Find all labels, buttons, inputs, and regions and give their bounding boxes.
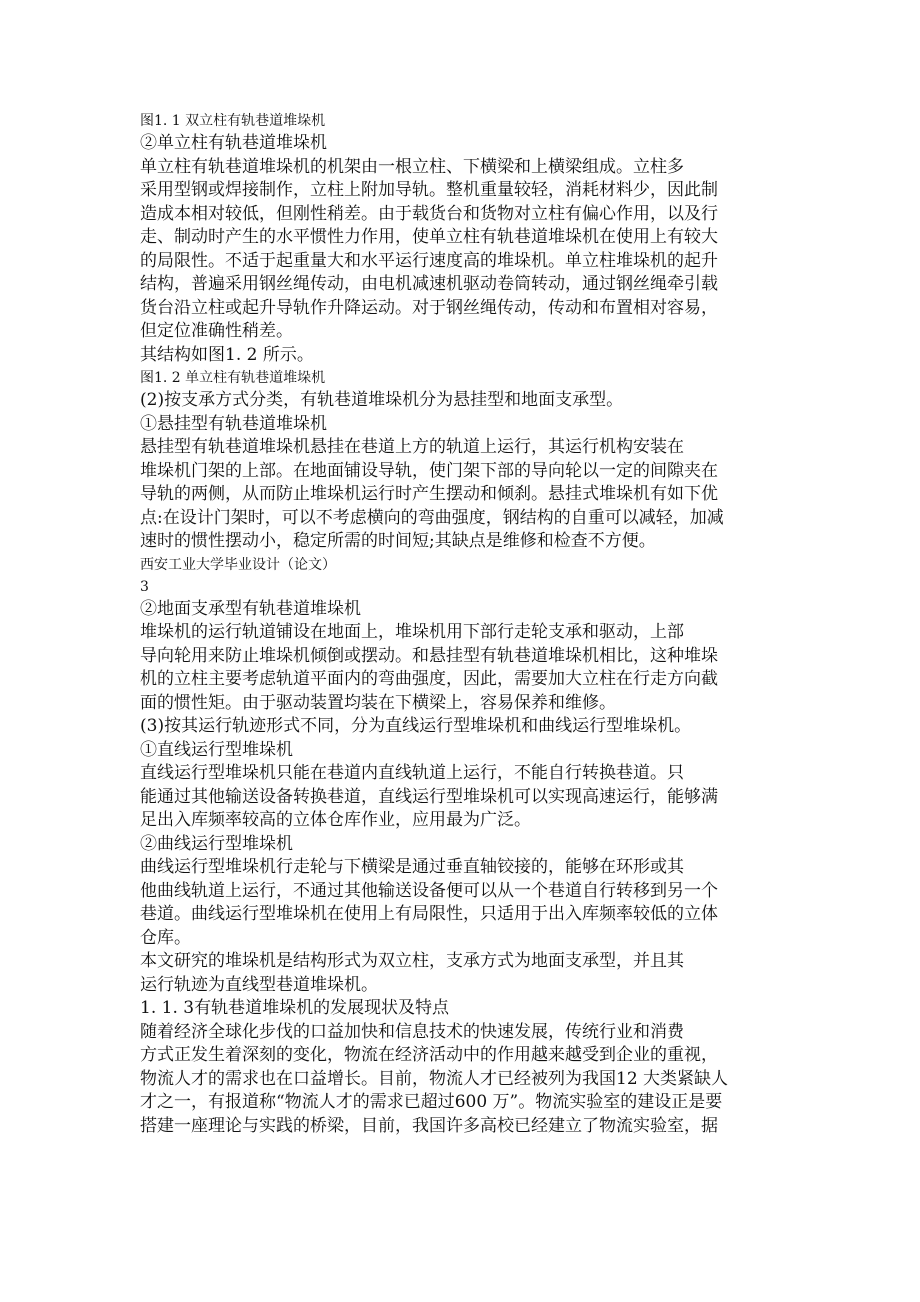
text-line: 才之一，有报道称“物流人才的需求已超过600 万”。物流实验室的建设正是要 <box>140 1092 723 1112</box>
text-line: 速时的惯性摆动小，稳定所需的时间短;其缺点是维修和检查不方便。 <box>140 531 656 551</box>
text-line: 但定位准确性稍差。 <box>140 321 293 341</box>
text-line: 随着经济全球化步伐的口益加快和信息技术的快速发展，传统行业和消费 <box>140 1021 684 1042</box>
text-line: ①悬挂型有轨巷道堆垛机 <box>140 413 327 434</box>
text-line: 导轨的两侧，从而防止堆垛机运行时产生摆动和倾刹。悬挂式堆垛机有如下优 <box>140 484 718 504</box>
text-line: 的局限性。不适于起重量大和水平运行速度高的堆垛机。单立柱堆垛机的起升 <box>140 250 718 271</box>
text-line: 采用型钢或焊接制作，立柱上附加导轨。整机重量较轻，消耗材料少，因此制 <box>140 180 718 200</box>
text-line: 货台沿立柱或起升导轨作升降运动。对于钢丝绳传动，传动和布置相对容易， <box>140 297 718 318</box>
text-line: ②曲线运行型堆垛机 <box>140 833 293 854</box>
text-line: 本文研究的堆垛机是结构形式为双立柱，支承方式为地面支承型，并且其 <box>140 951 684 971</box>
text-line: 搭建一座理论与实践的桥梁，目前，我国许多高校已经建立了物流实验室，据 <box>140 1115 718 1136</box>
text-line: ②地面支承型有轨巷道堆垛机 <box>140 598 361 619</box>
text-line: 他曲线轨道上运行，不通过其他输送设备便可以从一个巷道自行转移到另一个 <box>140 880 718 901</box>
text-line: 堆垛机的运行轨道铺设在地面上，堆垛机用下部行走轮支承和驱动，上部 <box>140 622 684 642</box>
caption-line: 3 <box>140 578 149 595</box>
text-line: 机的立柱主要考虑轨道平面内的弯曲强度，因此，需要加大立柱在行走方向截 <box>140 669 718 689</box>
text-line: 直线运行型堆垛机只能在巷道内直线轨道上运行，不能自行转换巷道。只 <box>140 763 684 783</box>
text-line: 堆垛机门架的上部。在地面铺设导轨，使门架下部的导向轮以一定的间隙夹在 <box>140 460 718 481</box>
text-line: 悬挂型有轨巷道堆垛机悬挂在巷道上方的轨道上运行，其运行机构安装在 <box>140 437 684 457</box>
text-line: 运行轨迹为直线型巷道堆垛机。 <box>140 974 378 995</box>
text-line: 点:在设计门架时，可以不考虑横向的弯曲强度，钢结构的自重可以减轻，加减 <box>140 507 724 528</box>
text-line: 造成本相对较低，但刚性稍差。由于载货台和货物对立柱有偏心作用，以及行 <box>140 203 718 224</box>
text-line: 其结构如图1. 2 所示。 <box>140 344 314 365</box>
caption-line: 图1. 2 单立柱有轨巷道堆垛机 <box>140 370 326 386</box>
text-line: 足出入库频率较高的立体仓库作业，应用最为广泛。 <box>140 810 531 830</box>
text-line: 面的惯性矩。由于驱动装置均装在下横梁上，容易保养和维修。 <box>140 692 616 713</box>
document-page <box>0 110 920 1138</box>
text-line: 巷道。曲线运行型堆垛机在使用上有局限性，只适用于出入库频率较低的立体 <box>140 904 718 924</box>
text-line: 导向轮用来防止堆垛机倾倒或摆动。和悬挂型有轨巷道堆垛机相比，这种堆垛 <box>140 645 718 666</box>
text-line: 仓库。 <box>140 927 191 948</box>
text-line: 曲线运行型堆垛机行走轮与下横梁是通过垂直轴铰接的，能够在环形或其 <box>140 857 684 877</box>
caption-line: 西安工业大学毕业设计（论文） <box>140 556 336 573</box>
text-line: 单立柱有轨巷道堆垛机的机架由一根立柱、下横梁和上横梁组成。立柱多 <box>140 156 684 177</box>
text-line: 1. 1. 3有轨巷道堆垛机的发展现状及特点 <box>140 998 450 1018</box>
text-line: 物流人才的需求也在口益增长。目前，物流人才已经被列为我国12 大类紧缺人 <box>140 1068 729 1089</box>
text-line: ①直线运行型堆垛机 <box>140 739 293 760</box>
text-line: 走、制动时产生的水平惯性力作用，使单立柱有轨巷道堆垛机在使用上有较大 <box>140 227 718 247</box>
text-line: (3)按其运行轨迹形式不同，分为直线运行型堆垛机和曲线运行型堆垛机。 <box>140 716 692 736</box>
text-line: (2)按支承方式分类，有轨巷道堆垛机分为悬挂型和地面支承型。 <box>140 390 624 410</box>
caption-line: 图1. 1 双立柱有轨巷道堆垛机 <box>140 113 326 129</box>
text-line: ②单立柱有轨巷道堆垛机 <box>140 133 327 153</box>
text-line: 能通过其他输送设备转换巷道，直线运行型堆垛机可以实现高速运行，能够满 <box>140 786 718 807</box>
text-line: 方式正发生着深刻的变化，物流在经济活动中的作用越来越受到企业的重视， <box>140 1045 718 1065</box>
text-line: 结构，普遍采用钢丝绳传动，由电机减速机驱动卷筒转动，通过钢丝绳牵引载 <box>140 274 718 294</box>
